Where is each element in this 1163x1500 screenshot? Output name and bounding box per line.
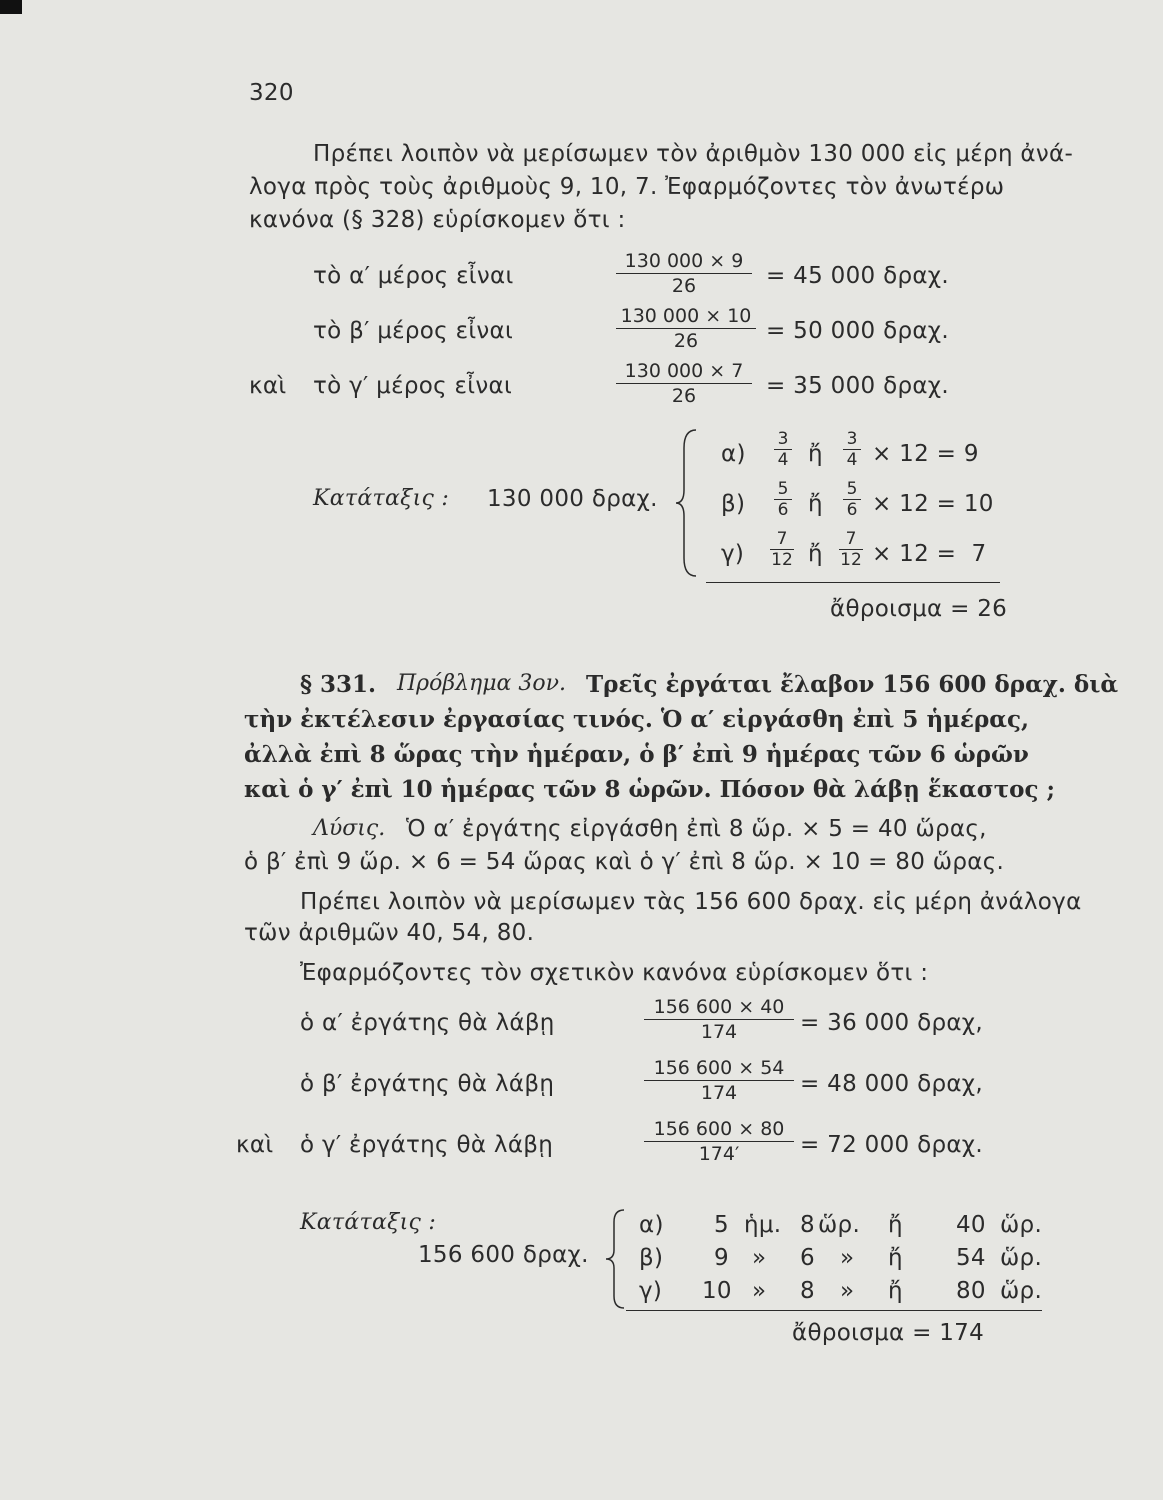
- problem-line-3: ἀλλὰ ἐπὶ 8 ὥρας τὴν ἡμέραν, ὁ β′ ἐπὶ 9 ἡμέρας τῶν 6 ὡρῶν: [244, 741, 1029, 768]
- row-days: 5: [714, 1212, 729, 1238]
- row-days: 10: [702, 1278, 732, 1304]
- part-label: τὸ α′ μέρος εἶναι: [313, 263, 514, 289]
- row-days: 9: [714, 1245, 729, 1271]
- fraction-denominator: 26: [671, 275, 697, 297]
- solution-line-5: Ἐφαρμόζοντες τὸν σχετικὸν κανόνα εὑρίσκομεν ὅτι :: [300, 960, 929, 986]
- part-result: = 35 000 δραχ.: [766, 373, 950, 399]
- section-number: § 331.: [300, 671, 377, 698]
- row-or: ἤ: [888, 1245, 903, 1271]
- row-letter: β): [639, 1245, 664, 1271]
- fraction-numerator: 5: [774, 479, 792, 500]
- fraction-numerator: 7: [770, 529, 794, 550]
- page-number: 320: [249, 80, 294, 106]
- row-total: 54: [956, 1245, 986, 1271]
- fraction-denominator: 4: [846, 450, 858, 470]
- katataxis-title: Κατάταξις :: [313, 486, 450, 511]
- fraction-numerator: 5: [843, 479, 861, 500]
- sum-divider: [706, 582, 1000, 583]
- part-label: ὁ α′ ἐργάτης θὰ λάβῃ: [300, 1010, 555, 1036]
- fraction-numerator: 156 600 × 54: [644, 1057, 794, 1081]
- part-result: = 50 000 δραχ.: [766, 318, 950, 344]
- problem-line-2: τὴν ἐκτέλεσιν ἐργασίας τινός. Ὁ α′ εἰργάσθη ἐπὶ 5 ἡμέρας,: [244, 706, 1029, 733]
- row-hours: 8: [800, 1212, 815, 1238]
- fraction-denominator: 26: [673, 330, 699, 352]
- part-fraction: [616, 250, 752, 297]
- fraction-denominator: 12: [840, 550, 862, 570]
- row-or: ἤ: [808, 491, 823, 517]
- fraction-denominator: 6: [777, 500, 789, 520]
- row-fraction-2: [839, 529, 863, 570]
- row-unit-total: ὥρ.: [1000, 1278, 1043, 1304]
- row-fraction: [770, 529, 794, 570]
- row-letter: α): [639, 1212, 664, 1238]
- fraction-denominator: 174′: [698, 1143, 740, 1165]
- katataxis-sum: ἄθροισμα = 26: [830, 596, 1008, 622]
- part-fraction: [644, 1118, 794, 1165]
- row-hours: 6: [800, 1245, 815, 1271]
- row-total: 80: [956, 1278, 986, 1304]
- part-fraction: [616, 360, 752, 407]
- row-or: ἤ: [808, 441, 823, 467]
- fraction-denominator: 174: [700, 1021, 738, 1043]
- row-letter: γ): [721, 541, 745, 567]
- part-label: τὸ γ′ μέρος εἶναι: [313, 373, 513, 399]
- part-label: ὁ γ′ ἐργάτης θὰ λάβῃ: [300, 1132, 554, 1158]
- row-or: ἤ: [888, 1278, 903, 1304]
- part-result: = 48 000 δραχ,: [800, 1071, 984, 1097]
- solution-line-2: ὁ β′ ἐπὶ 9 ὥρ. × 6 = 54 ὥρας καὶ ὁ γ′ ἐπὶ 8 ὥρ. × 10 = 80 ὥρας.: [244, 849, 1005, 875]
- katataxis-amount: 156 600 δραχ.: [418, 1242, 589, 1268]
- fraction-numerator: 3: [843, 429, 861, 450]
- row-hours: 8: [800, 1278, 815, 1304]
- solution-line-3: Πρέπει λοιπὸν νὰ μερίσωμεν τὰς 156 600 δραχ. εἰς μέρη ἀνάλογα: [300, 889, 1082, 915]
- part-fraction: [644, 996, 794, 1043]
- row-unit-hours: »: [840, 1245, 855, 1271]
- fraction-numerator: 156 600 × 40: [644, 996, 794, 1020]
- brace-icon: [676, 428, 700, 578]
- part-fraction: [616, 305, 756, 352]
- part-prefix: καὶ: [249, 373, 287, 399]
- row-total: 40: [956, 1212, 986, 1238]
- part-prefix: καὶ: [236, 1132, 274, 1158]
- row-unit-days: ἡμ.: [744, 1212, 782, 1238]
- problem-label: Πρόβλημα 3ον.: [397, 671, 566, 696]
- fraction-denominator: 174: [700, 1082, 738, 1104]
- row-tail: × 12 = 9: [872, 441, 979, 467]
- row-or: ἤ: [808, 541, 823, 567]
- sum-divider: [626, 1310, 1042, 1311]
- fraction-denominator: 12: [771, 550, 793, 570]
- row-fraction-2: [843, 479, 861, 520]
- fraction-denominator: 26: [671, 385, 697, 407]
- katataxis-amount: 130 000 δραχ.: [487, 486, 658, 512]
- problem-line-4: καὶ ὁ γ′ ἐπὶ 10 ἡμέρας τῶν 8 ὡρῶν. Πόσον θὰ λάβῃ ἕκαστος ;: [244, 776, 1056, 803]
- row-letter: β): [721, 491, 746, 517]
- katataxis-title: Κατάταξις :: [300, 1210, 437, 1235]
- intro-line-2: λογα πρὸς τοὺς ἀριθμοὺς 9, 10, 7. Ἐφαρμόζοντες τὸν ἀνωτέρω: [249, 174, 1005, 200]
- row-letter: γ): [639, 1278, 663, 1304]
- fraction-numerator: 3: [774, 429, 792, 450]
- fraction-numerator: 7: [839, 529, 863, 550]
- row-letter: α): [721, 441, 746, 467]
- row-fraction: [774, 479, 792, 520]
- row-unit-total: ὥρ.: [1000, 1212, 1043, 1238]
- intro-line-3: κανόνα (§ 328) εὑρίσκομεν ὅτι :: [249, 207, 626, 233]
- solution-label: Λύσις.: [313, 816, 386, 841]
- scan-corner-mark: [0, 0, 22, 14]
- row-fraction: [774, 429, 792, 470]
- row-tail: × 12 = 7: [872, 541, 987, 567]
- solution-line-4: τῶν ἀριθμῶν 40, 54, 80.: [244, 920, 535, 946]
- part-label: ὁ β′ ἐργάτης θὰ λάβῃ: [300, 1071, 555, 1097]
- intro-line-1: Πρέπει λοιπὸν νὰ μερίσωμεν τὸν ἀριθμὸν 130 000 εἰς μέρη ἀνά-: [313, 141, 1074, 167]
- fraction-denominator: 4: [777, 450, 789, 470]
- row-unit-days: »: [752, 1245, 767, 1271]
- fraction-numerator: 130 000 × 9: [616, 250, 752, 274]
- solution-line-1: Ὁ α′ ἐργάτης εἰργάσθη ἐπὶ 8 ὥρ. × 5 = 40 ὥρας,: [406, 816, 987, 842]
- row-or: ἤ: [888, 1212, 903, 1238]
- problem-line-1: Τρεῖς ἐργάται ἔλαβον 156 600 δραχ. διὰ: [586, 671, 1119, 698]
- part-fraction: [644, 1057, 794, 1104]
- row-unit-hours: »: [840, 1278, 855, 1304]
- fraction-numerator: 130 000 × 7: [616, 360, 752, 384]
- part-result: = 45 000 δραχ.: [766, 263, 950, 289]
- katataxis-sum: ἄθροισμα = 174: [792, 1320, 985, 1346]
- fraction-numerator: 156 600 × 80: [644, 1118, 794, 1142]
- row-unit-hours: ὥρ.: [818, 1212, 861, 1238]
- fraction-denominator: 6: [846, 500, 858, 520]
- part-result: = 36 000 δραχ,: [800, 1010, 984, 1036]
- row-unit-days: »: [752, 1278, 767, 1304]
- row-unit-total: ὥρ.: [1000, 1245, 1043, 1271]
- part-label: τὸ β′ μέρος εἶναι: [313, 318, 514, 344]
- fraction-numerator: 130 000 × 10: [616, 305, 756, 329]
- row-fraction-2: [843, 429, 861, 470]
- part-result: = 72 000 δραχ.: [800, 1132, 984, 1158]
- brace-icon: [606, 1208, 628, 1310]
- row-tail: × 12 = 10: [872, 491, 994, 517]
